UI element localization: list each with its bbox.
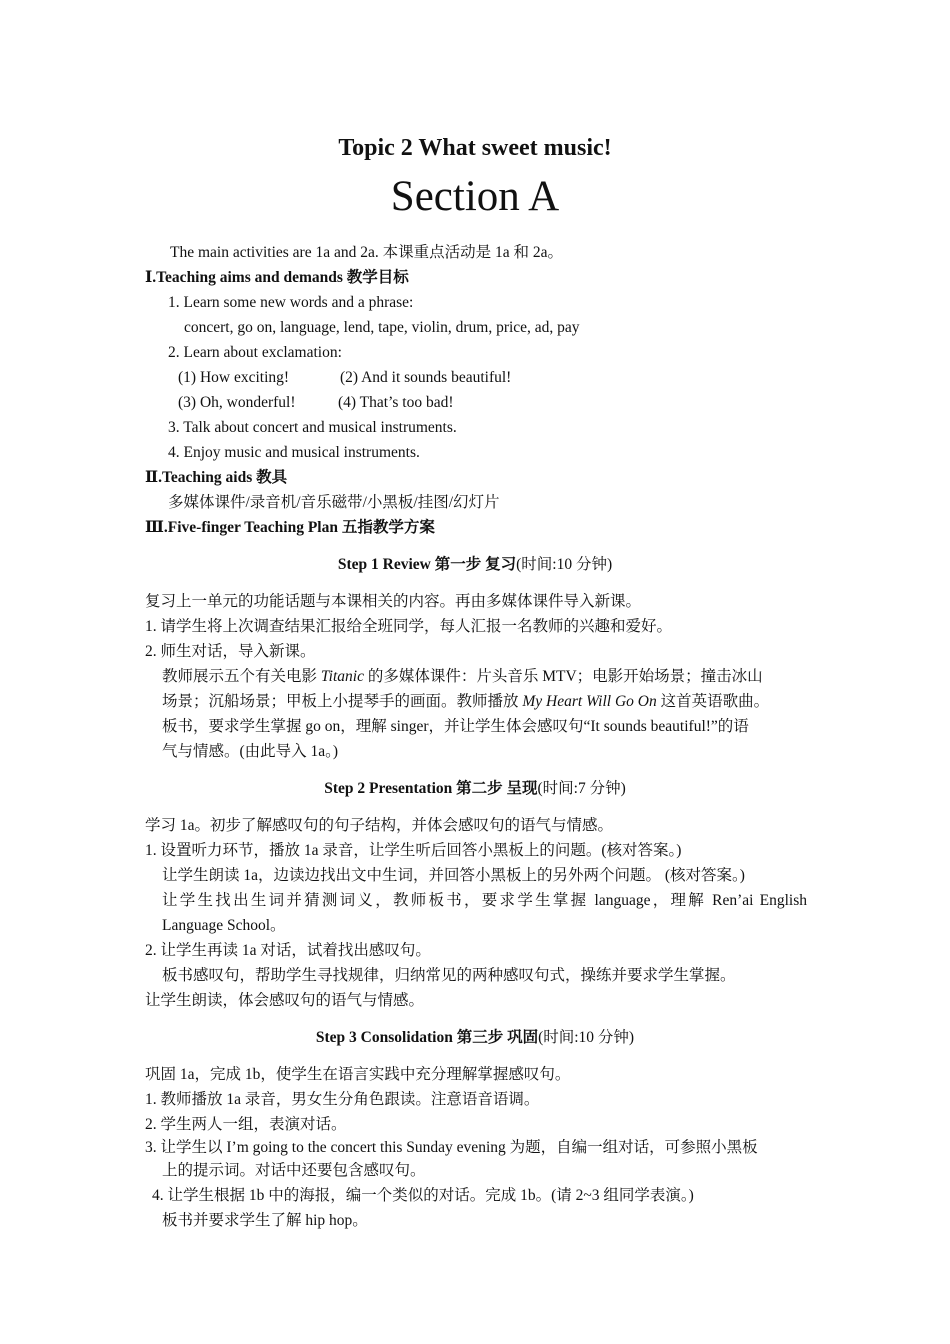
topic-title: Topic 2 What sweet music!	[338, 135, 612, 161]
step-1-line-7: 气与情感。(由此导入 1a。)	[162, 743, 339, 760]
heading-text: Teaching aims and demands 教学目标	[156, 269, 409, 286]
step-1-line-4	[162, 667, 763, 687]
aim-2: 2. Learn about exclamation:	[168, 344, 342, 361]
heading-text: Teaching aids 教具	[161, 469, 288, 486]
intro-line: The main activities are 1a and 2a. 本课重点活动是 1a 和 2a。	[170, 244, 563, 261]
step-3-heading	[0, 1028, 950, 1048]
heading-number: Ⅰ.	[145, 269, 157, 286]
step-time: (时间:10 分钟)	[538, 1029, 635, 1046]
text-run: 教师展示五个有关电影	[162, 668, 321, 685]
step-2-line-3: 让学生朗读 1a，边读边找出文中生词，并回答小黑板上的另外两个问题。 (核对答案。)	[162, 867, 745, 884]
step-1-line-1: 复习上一单元的功能话题与本课相关的内容。再由多媒体课件导入新课。	[145, 593, 642, 610]
step-3-line-1: 巩固 1a，完成 1b，使学生在语言实践中充分理解掌握感叹句。	[145, 1066, 571, 1083]
step-time: (时间:10 分钟)	[516, 556, 613, 573]
step-1-line-3: 2. 师生对话，导入新课。	[145, 643, 316, 660]
step-3-line-6: 4. 让学生根据 1b 中的海报，编一个类似的对话。完成 1b。(请 2~3 组同学表演。)	[152, 1187, 694, 1204]
aim-3: 3. Talk about concert and musical instruments.	[168, 419, 457, 436]
step-2-heading	[0, 779, 950, 799]
step-2-line-8: 让学生朗读，体会感叹句的语气与情感。	[145, 992, 425, 1009]
heading-teaching-aids	[145, 468, 287, 488]
text-run: 场景；沉船场景；甲板上小提琴手的画面。教师播放	[162, 693, 523, 710]
aids-list: 多媒体课件/录音机/音乐磁带/小黑板/挂图/幻灯片	[168, 494, 500, 511]
aim-4: 4. Enjoy music and musical instruments.	[168, 444, 420, 461]
step-title: Step 2 Presentation 第二步 呈现	[324, 780, 538, 797]
aim-1-words: concert, go on, language, lend, tape, violin, drum, price, ad, pay	[184, 319, 580, 336]
step-2-line-4: 让学生找出生词并猜测词义，教师板书，要求学生掌握 language，理解 Ren’ai English	[162, 892, 807, 909]
step-3-line-5: 上的提示词。对话中还要包含感叹句。	[162, 1162, 426, 1179]
song-title: My Heart Will Go On	[522, 693, 657, 710]
step-2-line-2: 1. 设置听力环节，播放 1a 录音，让学生听后回答小黑板上的问题。(核对答案。)	[145, 842, 682, 859]
step-1-line-6: 板书，要求学生掌握 go on，理解 singer，并让学生体会感叹句“It sounds beautiful!”的语	[162, 718, 749, 735]
heading-teaching-plan	[145, 518, 435, 538]
exclamation-2: (2) And it sounds beautiful!	[340, 369, 512, 386]
step-3-line-4: 3. 让学生以 I’m going to the concert this Sunday evening 为题，自编一组对话，可参照小黑板	[145, 1139, 758, 1156]
step-1-heading	[0, 555, 950, 575]
text-run: 这首英语歌曲。	[656, 693, 770, 710]
step-1-line-5	[162, 692, 769, 712]
step-2-line-1: 学习 1a。初步了解感叹句的句子结构，并体会感叹句的语气与情感。	[145, 817, 614, 834]
step-2-line-5: Language School。	[162, 917, 286, 934]
step-3-line-7: 板书并要求学生了解 hip hop。	[162, 1212, 368, 1229]
step-2-line-6: 2. 让学生再读 1a 对话，试着找出感叹句。	[145, 942, 431, 959]
movie-title: Titanic	[320, 668, 364, 685]
step-3-line-3: 2. 学生两人一组，表演对话。	[145, 1116, 347, 1133]
exclamation-3: (3) Oh, wonderful!	[178, 394, 296, 411]
aim-1: 1. Learn some new words and a phrase:	[168, 294, 414, 311]
step-1-line-2: 1. 请学生将上次调查结果汇报给全班同学，每人汇报一名教师的兴趣和爱好。	[145, 618, 673, 635]
heading-number: Ⅲ.	[145, 519, 168, 536]
heading-text: Five-finger Teaching Plan 五指教学方案	[167, 519, 435, 536]
step-3-line-2: 1. 教师播放 1a 录音，男女生分角色跟读。注意语音语调。	[145, 1091, 540, 1108]
step-title: Step 1 Review 第一步 复习	[337, 556, 517, 573]
section-title: Section A	[390, 173, 560, 220]
text-run: 的多媒体课件：片头音乐 MTV；电影开始场景；撞击冰山	[363, 668, 763, 685]
step-2-line-7: 板书感叹句，帮助学生寻找规律，归纳常见的两种感叹句式，操练并要求学生掌握。	[162, 967, 736, 984]
heading-number: Ⅱ.	[145, 469, 162, 486]
step-title: Step 3 Consolidation 第三步 巩固	[315, 1029, 539, 1046]
exclamation-1: (1) How exciting!	[178, 369, 290, 386]
step-time: (时间:7 分钟)	[537, 780, 626, 797]
exclamation-4: (4) That’s too bad!	[338, 394, 454, 411]
heading-teaching-aims	[145, 268, 409, 288]
